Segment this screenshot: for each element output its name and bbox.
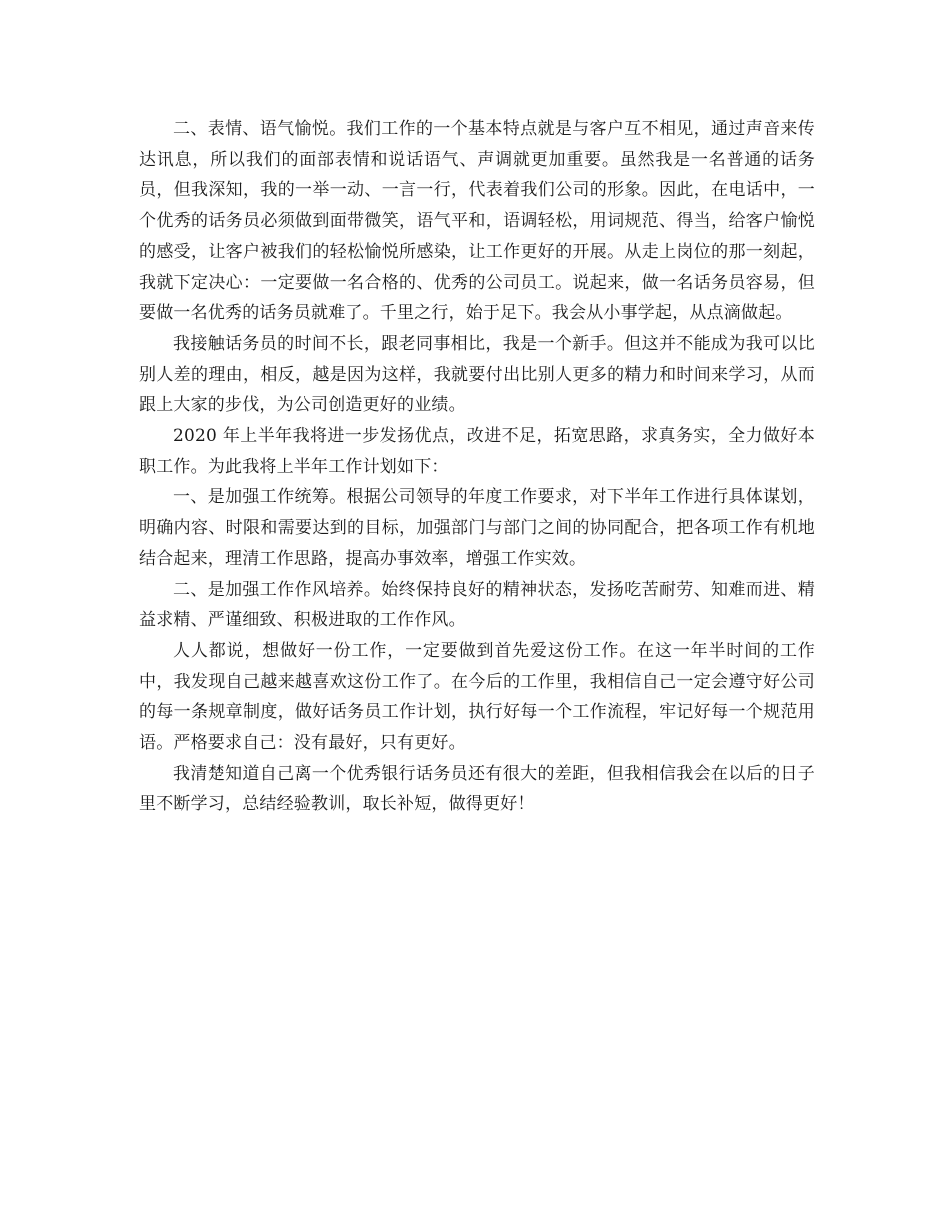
paragraph-closing: 我清楚知道自己离一个优秀银行话务员还有很大的差距，但我相信我会在以后的日子里不断学习，总结经验教训，取长补短，做得更好！ [139, 763, 815, 815]
paragraph-plan-item-2: 二、是加强工作作风培养。始终保持良好的精神状态，发扬吃苦耐劳、知难而进、精益求精、严谨细致、积极进取的工作作风。 [139, 579, 815, 631]
paragraph-love-the-job: 人人都说，想做好一份工作，一定要做到首先爱这份工作。在这一年半时间的工作中，我发现自己越来越喜欢这份工作了。在今后的工作里，我相信自己一定会遵守好公司的每一条规章制度，做好话务员工作计划，执行好每一个工作流程，牢记好每一个规范用语。严格要求自己：没有最好，只有更好。 [139, 640, 815, 754]
paragraph-plan-item-1: 一、是加强工作统筹。根据公司领导的年度工作要求，对下半年工作进行具体谋划，明确内容、时限和需要达到的目标，加强部门与部门之间的协同配合，把各项工作有机地结合起来，理清工作思路，提高办事效率，增强工作实效。 [139, 487, 815, 569]
paragraph-2020-plan-intro: 2020 年上半年我将进一步发扬优点，改进不足，拓宽思路，求真务实，全力做好本职工作。为此我将上半年工作计划如下： [139, 426, 815, 477]
paragraph-new-operator: 我接触话务员的时间不长，跟老同事相比，我是一个新手。但这并不能成为我可以比别人差的理由，相反，越是因为这样，我就要付出比别人更多的精力和时间来学习，从而跟上大家的步伐，为公司创造更好的业绩。 [139, 333, 815, 416]
document-body [139, 114, 815, 820]
paragraph-expression-tone: 二、表情、语气愉悦。我们工作的一个基本特点就是与客户互不相见，通过声音来传达讯息，所以我们的面部表情和说话语气、声调就更加重要。虽然我是一名普通的话务员，但我深知，我的一举一动、一言一行，代表着我们公司的形象。因此，在电话中，一个优秀的话务员必须做到面带微笑，语气平和，语调轻松，用词规范、得当，给客户愉悦的感受，让客户被我们的轻松愉悦所感染，让工作更好的开展。从走上岗位的那一刻起，我就下定决心：一定要做一名合格的、优秀的公司员工。说起来，做一名话务员容易，但要做一名优秀的话务员就难了。千里之行，始于足下。我会从小事学起，从点滴做起。 [139, 119, 815, 324]
